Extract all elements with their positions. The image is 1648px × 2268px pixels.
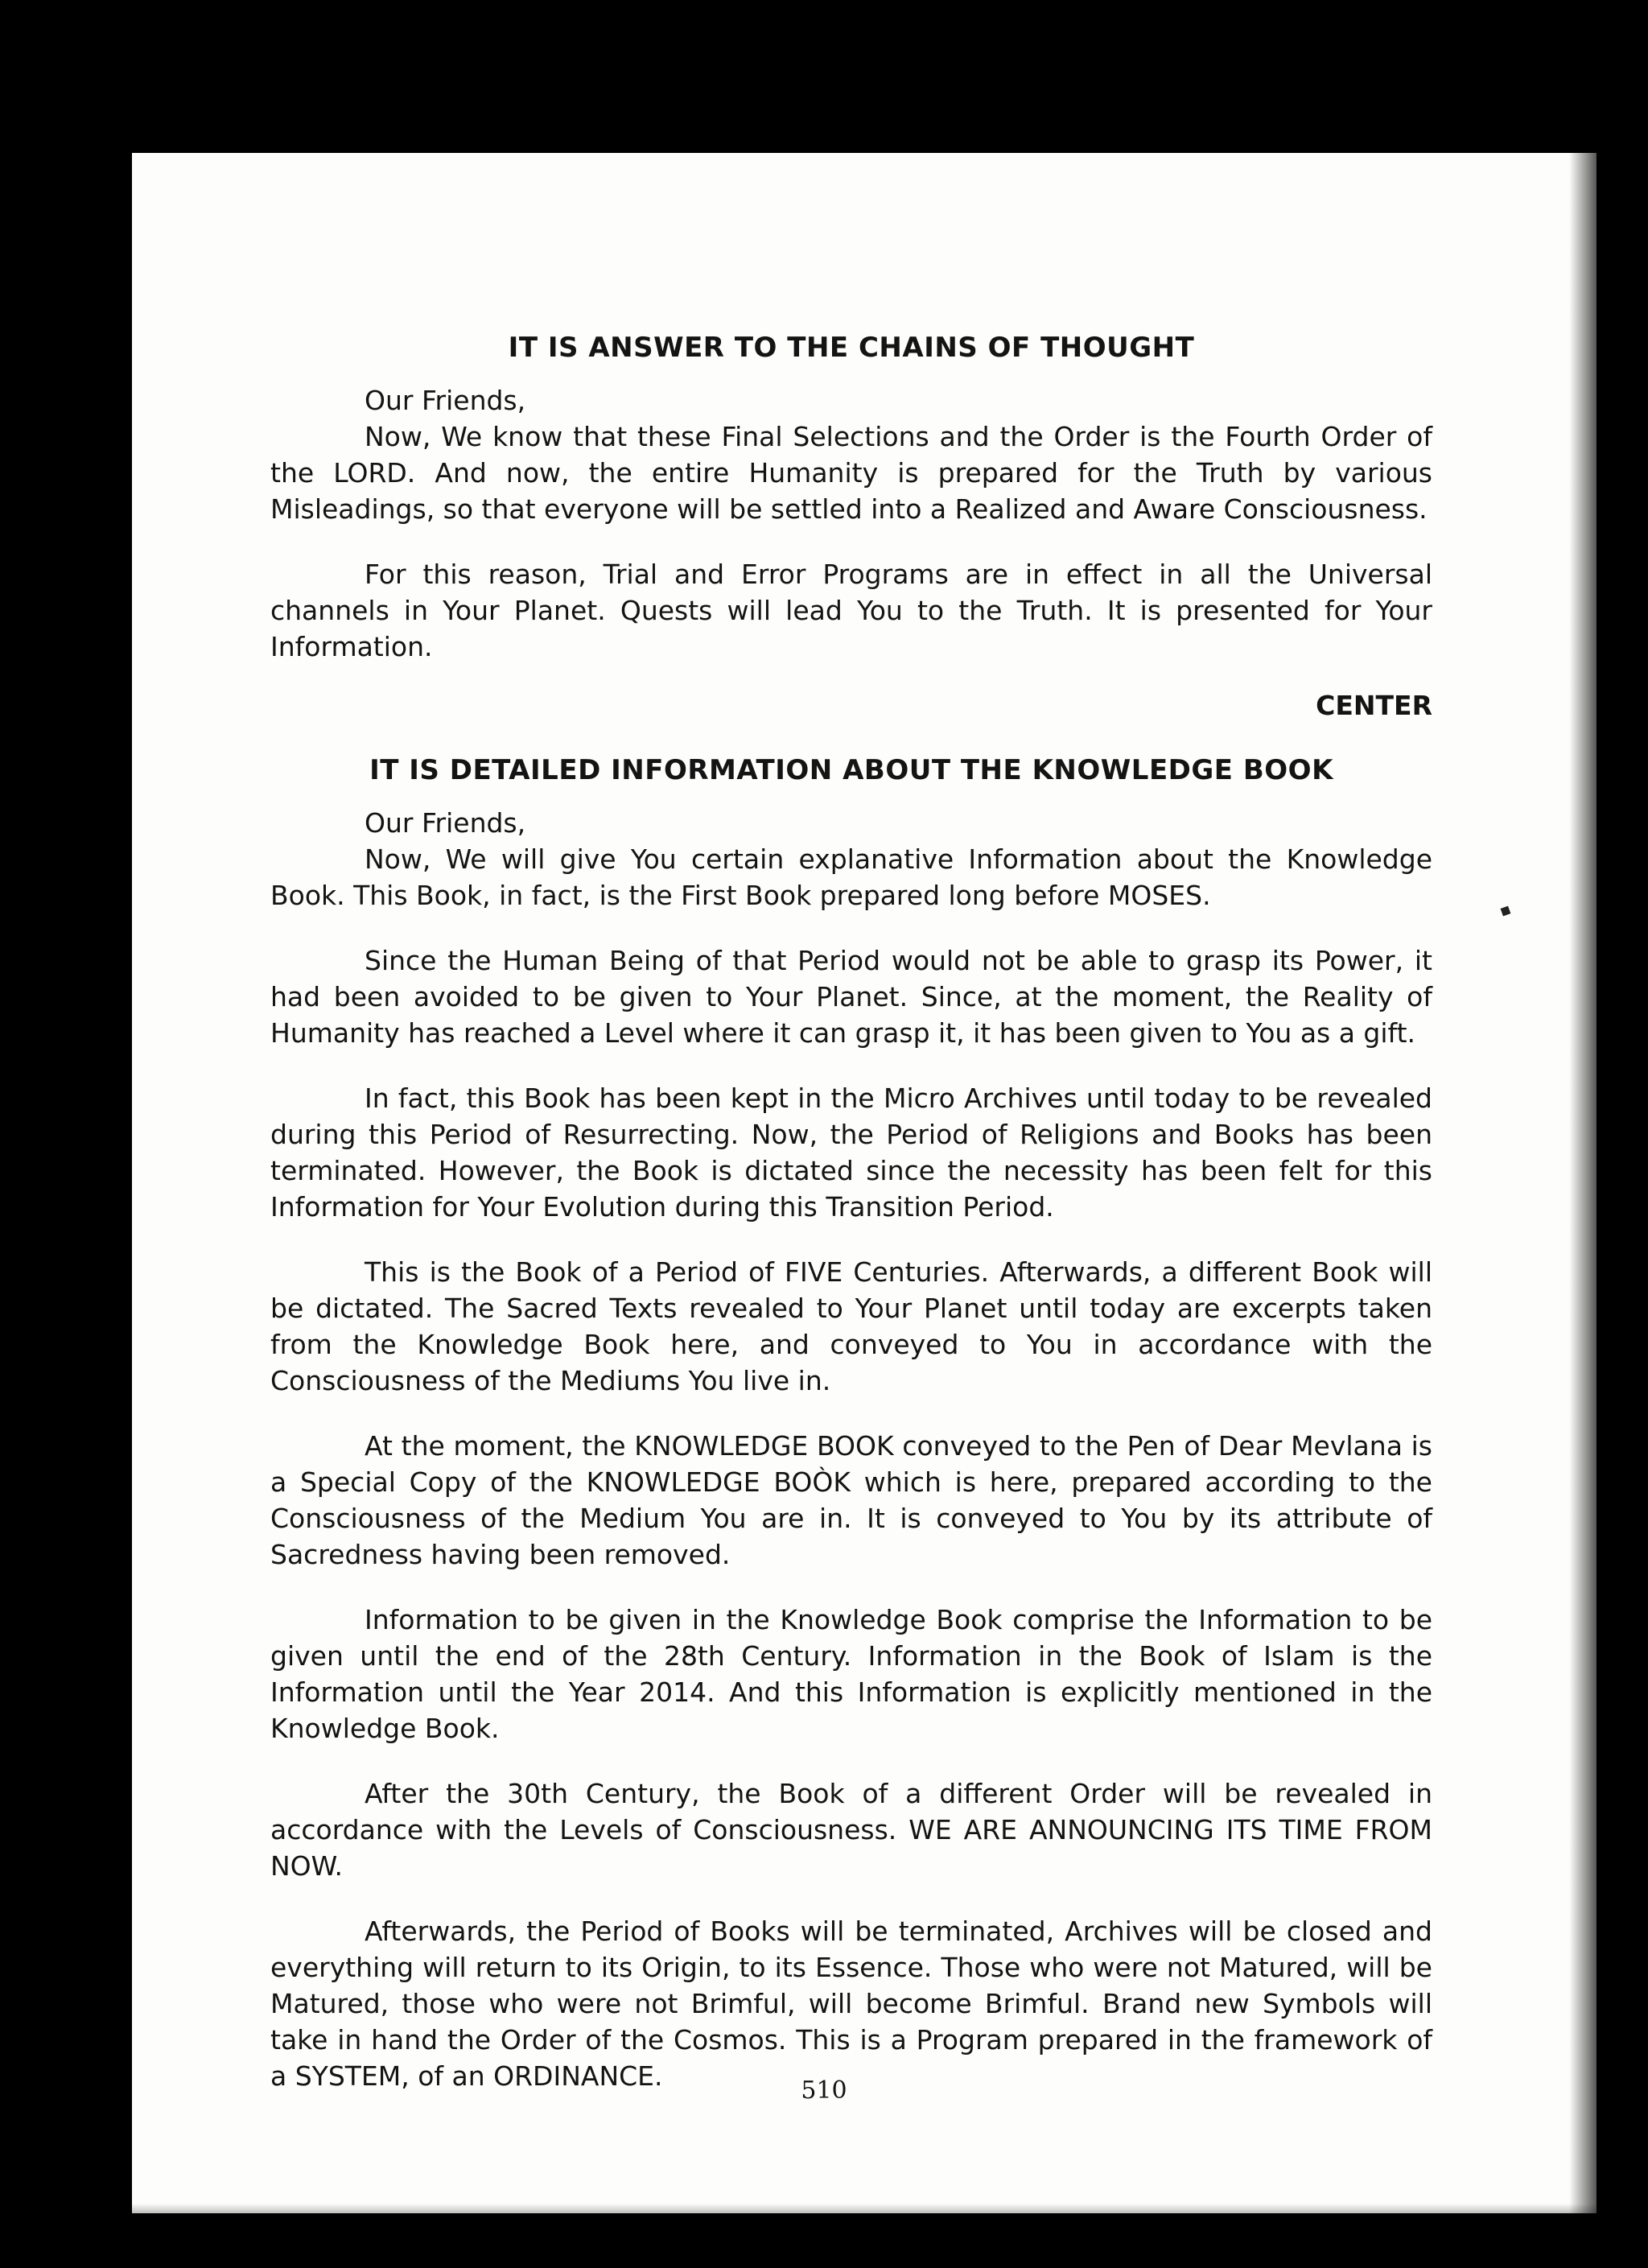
- section-heading: IT IS DETAILED INFORMATION ABOUT THE KNOWLEDGE BOOK: [369, 754, 1333, 786]
- section-knowledge-book: [270, 753, 1432, 2094]
- paragraph: This is the Book of a Period of FIVE Centuries. Afterwards, a different Book will be dictated. The Sacred Texts revealed to Your Planet until today are excerpts taken from the Knowledge Book here, and conveyed to You in accordance with the Consciousness of the Mediums You live in.: [270, 1256, 1432, 1396]
- page-edge-shadow-right: [1569, 153, 1648, 2268]
- paragraph: Information to be given in the Knowledge Book comprise the Information to be given until the end of the 28th Century. Information in the Book of Islam is the Information until the Year 2014. And this Information is explicitly mentioned in the Knowledge Book.: [270, 1604, 1432, 1744]
- paragraph: Now, We know that these Final Selections and the Order is the Fourth Order of the LORD. And now, the entire Humanity is prepared for the Truth by various Misleadings, so that everyone will be settled into a Realized and Aware Consciousness.: [270, 421, 1432, 525]
- paragraph: Afterwards, the Period of Books will be terminated, Archives will be closed and everything will return to its Origin, to its Essence. Those who were not Matured, will be Matured, those who were not Brimful, will become Brimful. Brand new Symbols will take in hand the Order of the Cosmos. This is a Program prepared in the framework of a SYSTEM, of an ORDINANCE.: [270, 1915, 1432, 2092]
- paragraph: For this reason, Trial and Error Programs are in effect in all the Universal channels in Your Planet. Quests will lead You to the Truth. It is presented for Your Information.: [270, 559, 1432, 662]
- section-chains-of-thought: [270, 330, 1432, 724]
- page-edge-shadow-bottom: [132, 2204, 1648, 2268]
- paragraph: At the moment, the KNOWLEDGE BOOK conveyed to the Pen of Dear Mevlana is a Special Copy of the KNOWLEDGE BOÒK which is here, prepared according to the Consciousness of the Medium You are in. It is conveyed to You by its attribute of Sacredness having been removed.: [270, 1430, 1432, 1570]
- section-heading: IT IS ANSWER TO THE CHAINS OF THOUGHT: [508, 332, 1195, 364]
- paragraph: Since the Human Being of that Period would not be able to grasp its Power, it had been avoided to be given to Your Planet. Since, at the moment, the Reality of Humanity has reached a Level where it can grasp it, it has been given to You as a gift.: [270, 945, 1432, 1049]
- salutation: Our Friends,: [365, 385, 526, 416]
- paragraph: Now, We will give You certain explanative Information about the Knowledge Book. This Book, in fact, is the First Book prepared long before MOSES.: [270, 843, 1432, 911]
- page-number: 510: [801, 2076, 847, 2105]
- page-body: [270, 330, 1432, 2123]
- signature: CENTER: [1316, 690, 1432, 721]
- paragraph: After the 30th Century, the Book of a different Order will be revealed in accordance with the Levels of Consciousness. WE ARE ANNOUNCING ITS TIME FROM NOW.: [270, 1778, 1432, 1882]
- paragraph: In fact, this Book has been kept in the Micro Archives until today to be revealed during this Period of Resurrecting. Now, the Period of Religions and Books has been terminated. However, the Book is dictated since the necessity has been felt for this Information for Your Evolution during this Transition Period.: [270, 1082, 1432, 1223]
- salutation: Our Friends,: [365, 807, 526, 839]
